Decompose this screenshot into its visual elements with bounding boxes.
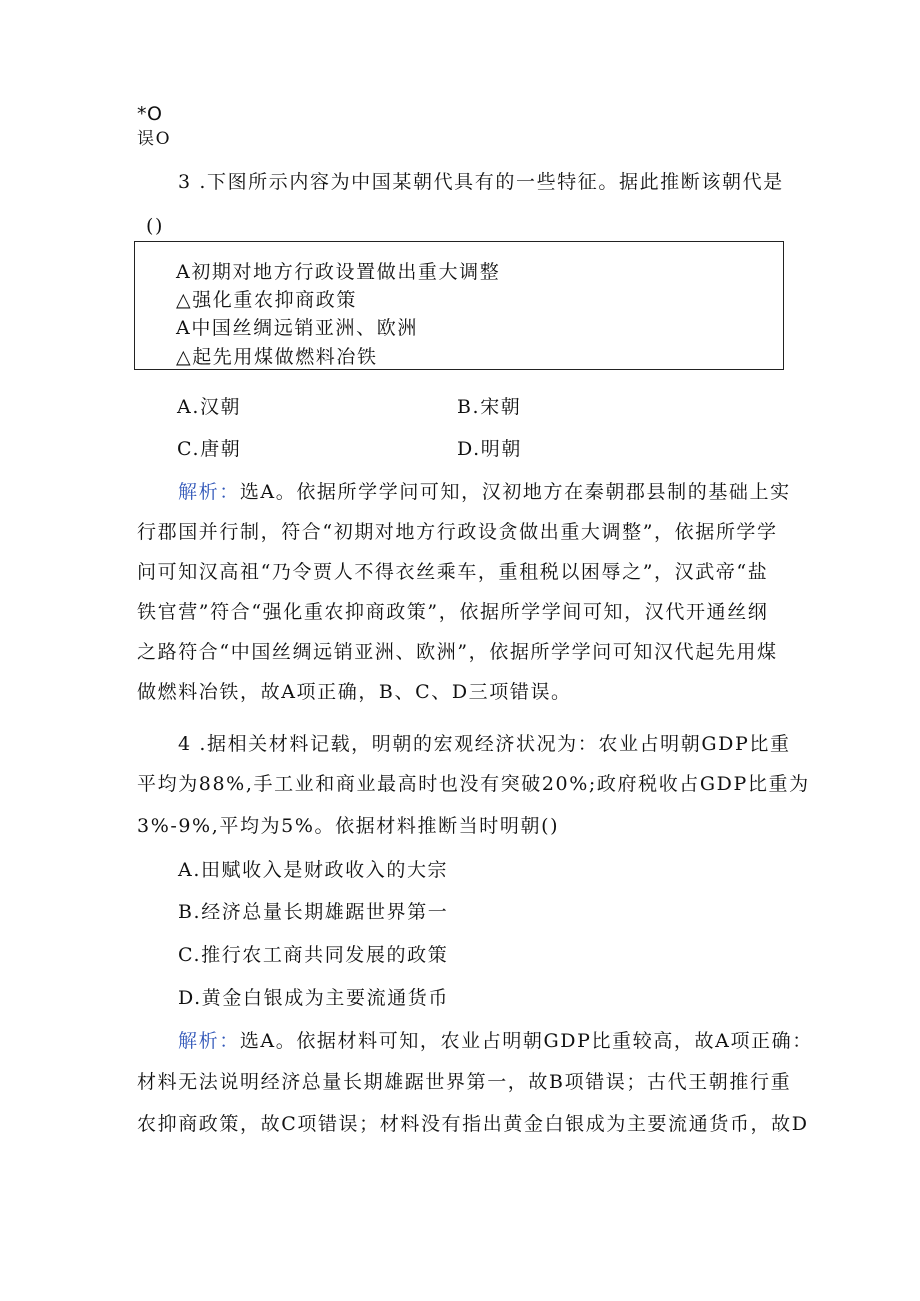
q4-analysis-line-1: 选A。依据材料可知，农业占明朝GDP比重较高，故A项正确： [239,1030,813,1052]
q3-option-a: A.汉朝 [177,396,242,418]
q4-analysis-line-3: 农抑商政策，故C项错误；材料没有指出黄金白银成为主要流通货币，故D [137,1113,809,1135]
q4-option-b: B.经济总量长期雄踞世界第一 [178,901,449,923]
fragment-line-2: 误O [137,129,172,149]
q4-analysis-line-2: 材料无法说明经济总量长期雄踞世界第一，故B项错误；古代王朝推行重 [137,1071,792,1093]
q4-stem-line-3: 3%-9%,平均为5%。依据材料推断当时明朝() [137,815,560,837]
q3-feature-2: △强化重农抑商政策 [176,289,358,311]
q4-analysis-label: 解析： [178,1030,240,1052]
q3-paren: () [146,215,165,237]
q3-analysis-line-5: 之路符合“中国丝绸远销亚洲、欧洲”，依据所学学问可知汉代起先用煤 [137,641,778,663]
q4-option-a: A.田赋收入是财政收入的大宗 [178,859,449,881]
q3-feature-4: △起先用煤做燃料冶铁 [176,346,378,368]
q3-analysis-first [178,478,791,506]
q3-analysis-line-2: 行郡国并行制，符合“初期对地方行政设贪做出重大调整”，依据所学学 [137,521,778,543]
q4-stem-line-1: 4 .据相关材料记载，明朝的宏观经济状况为：农业占明朝GDP比重 [178,733,791,755]
q4-option-c: C.推行农工商共同发展的政策 [178,944,449,966]
q3-analysis-label: 解析： [178,481,240,503]
q3-analysis-line-6: 做燃料冶铁，故A项正确，B、C、D三项错误。 [137,681,572,703]
q3-analysis-line-3: 问可知汉高祖“乃令贾人不得衣丝乘车，重租税以困辱之”，汉武帝“盐 [137,561,769,583]
q3-analysis-line-1: 选A。依据所学学问可知，汉初地方在秦朝郡县制的基础上实 [239,481,791,503]
q4-stem-line-2: 平均为88%,手工业和商业最高时也没有突破20%;政府税收占GDP比重为 [137,773,810,795]
q3-feature-3: A中国丝绸远销亚洲、欧洲 [176,317,418,339]
fragment-line-1: *O [137,103,163,125]
q3-stem: 3 .下图所示内容为中国某朝代具有的一些特征。据此推断该朝代是 [178,171,784,193]
q4-option-d: D.黄金白银成为主要流通货币 [178,987,449,1009]
q3-analysis-line-4: 铁官营”符合“强化重农抑商政策”，依据所学学间可知，汉代开通丝纲 [137,601,769,623]
q3-option-c: C.唐朝 [177,438,242,460]
q3-feature-1: A初期对地方行政设置做出重大调整 [176,261,501,283]
q3-option-b: B.宋朝 [457,396,522,418]
q4-analysis-first [178,1027,813,1055]
q3-option-d: D.明朝 [457,438,522,460]
